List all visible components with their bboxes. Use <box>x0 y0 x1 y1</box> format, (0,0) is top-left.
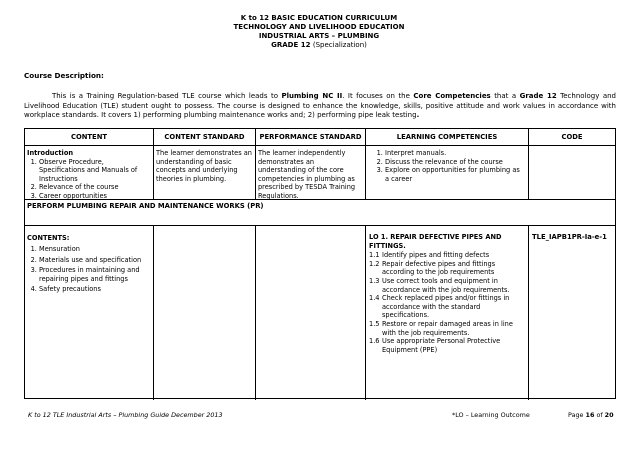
course-description-text: This is a Training Regulation-based TLE course which leads to Plumbing NC II. It focuses on the Core Competencies that a Grade 12 Technology and Livelihood Education (TLE) student ought to possess. The course is designed to enhance the knowledge, skills, positive attitude and work values in accordance with workplace standards. It covers 1) performing plumbing maintenance works and; 2) performing pipe leak testing. <box>24 92 616 119</box>
list-item: 3. Procedures in maintaining and repairing pipes and fittings <box>39 266 151 284</box>
list-item: 1. Observe Procedure, Specifications and Manuals of Instructions <box>39 158 151 184</box>
lo1-code: TLE_IAPB1PR-Ia-e-1 <box>532 233 607 241</box>
list-item: 1. Interpret manuals. <box>385 149 525 158</box>
intro-competencies-cell <box>369 149 525 183</box>
curriculum-table <box>24 128 616 399</box>
list-item: 4. Safety precautions <box>39 284 151 295</box>
header-content: CONTENT <box>70 133 108 141</box>
intro-content-standard: The learner demonstrates an understanding of basic concepts and underlying theories in plumbing. <box>156 149 252 183</box>
list-item: 1.6 Use appropriate Personal Protective Equipment (PPE) <box>369 337 501 354</box>
header-grade <box>0 41 638 50</box>
contents-items <box>27 244 151 295</box>
lo1-items <box>369 251 525 354</box>
col-divider-3b <box>365 225 366 400</box>
lo1-cell <box>369 233 525 354</box>
header-line-2: TECHNOLOGY AND LIVELIHOOD EDUCATION <box>233 23 405 31</box>
list-item: 3. Explore on opportunities for plumbing as a career <box>385 166 525 183</box>
list-item: 2. Discuss the relevance of the course <box>385 158 525 167</box>
footer-lo-note: *LO – Learning Outcome <box>452 411 530 419</box>
contents-cell <box>27 233 151 295</box>
section-row-divider <box>25 225 615 226</box>
intro-title: Introduction <box>27 149 74 157</box>
list-item: 1.5 Restore or repair damaged areas in line with the job requirements. <box>369 319 513 337</box>
contents-title: CONTENTS: <box>27 234 70 242</box>
header-content-standard: CONTENT STANDARD <box>164 133 245 141</box>
list-item: 1. Mensuration <box>39 244 151 255</box>
col-divider-1b <box>153 225 154 400</box>
intro-content-cell <box>27 149 151 201</box>
header-learning-competencies: LEARNING COMPETENCIES <box>396 133 498 141</box>
lo1-title: LO 1. REPAIR DEFECTIVE PIPES AND FITTINGS. <box>369 233 502 250</box>
footer-page-number: Page 16 of 20 <box>568 411 614 419</box>
intro-competencies <box>369 149 525 183</box>
header-divider <box>25 145 615 146</box>
header-line-1: K to 12 BASIC EDUCATION CURRICULUM <box>240 14 398 22</box>
intro-performance-standard: The learner independently demonstrates an understanding of the core competencies in plumbing as prescribed by TESDA Training Regulations. <box>258 149 356 200</box>
document-header <box>0 14 638 50</box>
col-divider-2b <box>255 225 256 400</box>
list-item: 1.4 Check replaced pipes and/or fittings in accordance with the standard specifications. <box>369 294 510 320</box>
list-item: 3. Career opportunities <box>39 192 151 201</box>
grade-label: GRADE 12 <box>271 41 311 49</box>
section-title: PERFORM PLUMBING REPAIR AND MAINTENANCE WORKS (PR) <box>27 202 264 210</box>
header-line-3: INDUSTRIAL ARTS – PLUMBING <box>258 32 380 40</box>
list-item: 2. Relevance of the course <box>39 183 151 192</box>
col-divider-4b <box>528 225 529 400</box>
header-code: CODE <box>561 133 583 141</box>
course-description-title: Course Description: <box>24 71 104 80</box>
list-item: 1.2 Repair defective pipes and fittings according to the job requirements <box>369 259 496 277</box>
specialization-label: (Specialization) <box>312 41 367 49</box>
list-item: 1.3 Use correct tools and equipment in accordance with the job requirements. <box>369 276 510 294</box>
footer-guide-title: K to 12 TLE Industrial Arts – Plumbing Guide December 2013 <box>28 411 223 419</box>
list-item: 2. Materials use and specification <box>39 255 151 266</box>
header-performance-standard: PERFORMANCE STANDARD <box>259 133 362 141</box>
list-item: 1.1 Identify pipes and fitting defects <box>369 251 490 260</box>
intro-items <box>27 158 151 201</box>
